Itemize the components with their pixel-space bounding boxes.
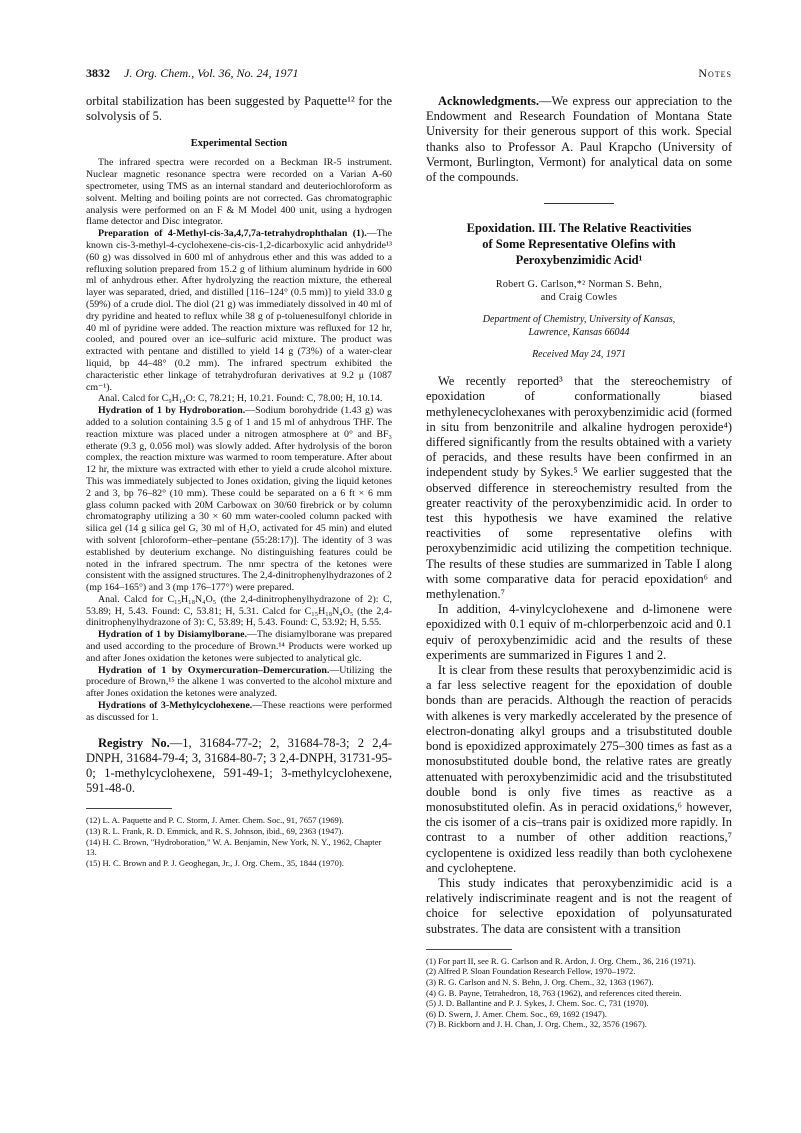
body-paragraph: This study indicates that peroxybenzimidic acid is a relatively indiscriminate reagent and is not the reagent of choice for selective epoxidation of polyunsaturated substrates. The data are consistent with a transition (426, 875, 732, 936)
journal-citation: J. Org. Chem., Vol. 36, No. 24, 1971 (124, 66, 299, 80)
article-title-line: of Some Representative Olefins with (482, 237, 676, 252)
affiliation-line: Department of Chemistry, University of Kansas, (482, 314, 676, 326)
article-title (426, 220, 732, 268)
authors-line: Robert G. Carlson,*² Norman S. Behn, (495, 279, 663, 291)
footnote: (4) G. B. Payne, Tetrahedron, 18, 763 (1962), and references cited therein. (426, 987, 682, 998)
acknowledgments-label: Acknowledgments. (438, 94, 540, 108)
registry-label: Registry No. (98, 735, 170, 750)
disiamylborane-paragraph (86, 629, 392, 664)
registry-text: —1, 31684-77-2; 2, 31684-78-3; 2 2,4-DNPH, 31684-79-4; 3, 31684-80-7; 3 2,4-DNPH, 31731-95-0; 1-methylcyclohexene, 591-49-1; 3-methylcyclohexene, 591-48-0. (86, 735, 392, 796)
article-title-line: Epoxidation. III. The Relative Reactivities (466, 221, 692, 236)
author-affiliation (426, 314, 732, 339)
hydroboration-heading: Hydration of 1 by Hydroboration. (98, 405, 246, 417)
footnote: (3) R. G. Carlson and N. S. Behn, J. Org. Chem., 32, 1363 (1967). (426, 976, 654, 987)
methylcyclohexene-heading: Hydrations of 3-Methylcyclohexene. (98, 700, 253, 712)
footnote: (5) J. D. Ballantine and P. J. Sykes, J. Chem. Soc. C, 731 (1970). (426, 998, 649, 1009)
acknowledgments-paragraph (426, 94, 732, 185)
experimental-section-title: Experimental Section (190, 138, 288, 150)
footnote: (13) R. L. Frank, R. D. Emmick, and R. S. Johnson, ibid., 69, 2363 (1947). (86, 826, 344, 837)
running-header (86, 66, 732, 82)
affiliation-line: Lawrence, Kansas 66044 (528, 326, 630, 338)
body-paragraph: We recently reported³ that the stereochemistry of epoxidation of conformationally biased methylenecyclohexanes with peroxybenzimidic acid (formed in situ from benzonitrile and alkaline hydrogen peroxide⁴) differed significantly from the results obtained with a variety of peracids, and these results have been confirmed in an independent study by Sykes.⁵ We earlier suggested that the observed difference in stereochemistry resulted from the greater reactivity of the peroxybenzimidic acid. In order to test this hypothesis we have examined the relative reactivities of some representative olefins with peroxybenzimidic acid utilizing the competition technique. The results of these studies are summarized in Table I along with some comparative data for peracid epoxidation⁶ and methylenation.⁷ (426, 374, 732, 602)
footnote: (1) For part II, see R. G. Carlson and R. Ardon, J. Org. Chem., 36, 216 (1971). (426, 955, 696, 966)
preparation-text: —The known cis-3-methyl-4-cyclohexene-cis-cis-1,2-dicarboxylic acid anhydride¹³ (60 g) was dissolved in 600 ml of anhydrous ether and this was added to a refluxing solution prepared from 15.2 g of lithium aluminum hydride in 600 ml of anhydrous ether. After hydrolyzing the reaction mixture, the ethereal layer was separated, dried, and distilled [116–124° (0.5 mm)] to yield 33.0 g (59%) of a crude diol. The diol (21 g) was immediately dissolved in 40 ml of dry pyridine and heated to reflux while 38 g of p-toluenesulfonyl chloride in 40 ml of pyridine were added. The reaction mixture was refluxed for 12 hr, cooled, and poured over an ice–sulfuric acid mixture. The product was extracted with pentane and distilled to yield 14 g (73%) of a water-clear liquid, bp 44–48° (0.2 mm). The infrared spectrum exhibited the characteristic ether linkage of tetrahydrofuran derivatives at 9.2 μ (1087 cm⁻¹). (86, 228, 392, 393)
oxymercuration-heading: Hydration of 1 by Oxymercuration–Demercuration. (98, 664, 330, 676)
footnote-rule-left (86, 808, 172, 809)
footnote: (7) B. Rickborn and J. H. Chan, J. Org. Chem., 32, 3576 (1967). (426, 1019, 647, 1030)
body-paragraph: It is clear from these results that peroxybenzimidic acid is a far less selective reagent for the epoxidation of double bonds than are peracids. Although the reaction of peracids with alkenes is very markedly accelerated by the presence of electron-donating alkyl groups and a trisubstituted double bond is epoxidized approximately 275–300 times as fast as a monosubstituted double bond, the relative rates are greatly attenuated with peroxybenzimidic acid and the trisubstituted double bond is only five times as reactive as a monosubstituted olefin. As in peracid oxidations,⁶ however, the cis isomer of a cis–trans pair is oxidized more rapidly. In contrast to a number of other addition reactions,⁷ cyclopentene is oxidized less readily than both cyclohexene and cycloheptene. (426, 663, 732, 875)
footnote: (15) H. C. Brown and P. J. Geoghegan, Jr., J. Org. Chem., 35, 1844 (1970). (86, 857, 344, 868)
methylcyclohexene-text: —These reactions were performed as discussed for 1. (86, 700, 392, 723)
footnote: (6) D. Swern, J. Amer. Chem. Soc., 69, 1692 (1947). (426, 1008, 607, 1019)
preparation-heading: Preparation of 4-Methyl-cis-3a,4,7,7a-tetrahydrophthalan (1). (98, 228, 367, 240)
article-separator (544, 203, 614, 204)
oxymercuration-paragraph (86, 665, 392, 700)
analysis-paragraph: Anal. Calcd for C₉H₁₄O: C, 78.21; H, 10.21. Found: C, 78.00; H, 10.14. (98, 393, 383, 405)
hydroboration-text: —Sodium borohydride (1.43 g) was added to a solution containing 3.5 g of 1 and 15 ml of anhydrous THF. The reaction mixture was placed under a nitrogen atmosphere at 0° and BF₃ etherate (9.3 g, 0.056 mol) was slowly added. After hydrolysis of the boron complex, the reaction mixture was warmed to room temperature. After about 12 hr, the mixture was extracted with ether to yield a crude alcohol mixture. This was immediately subjected to Jones oxidation, giving the liquid ketones 2 and 3, bp 76–82° (10 mm). These could be separated on a 6 ft × 6 mm glass column packed with 20M Carbowax on 30/60 firebrick or by column chromatography utilizing a 30 × 60 mm water-cooled column packed with silica gel (14 g silica gel G, 30 ml of H₂O, activated for 45 min) and eluted with solvent [chloroform–ether–pentane (55:28:17)]. The identity of 3 was established by deuterium exchange. No distinguishing features could be noted in the infrared spectrum. The nmr spectra of the ketones were consistent with the assigned structures. The 2,4-dinitrophenylhydrazones of 2 (mp 164–165°) and 3 (mp 176–177°) were prepared. (86, 405, 392, 594)
article-title-line: Peroxybenzimidic Acid¹ (515, 253, 643, 268)
footnote: (14) H. C. Brown, "Hydroboration," W. A. Benjamin, New York, N. Y., 1962, Chapter 13. (86, 836, 382, 858)
authors-line: and Craig Cowles (540, 292, 618, 304)
right-column (426, 94, 732, 1030)
disiamylborane-heading: Hydration of 1 by Disiamylborane. (98, 629, 247, 641)
registry-numbers (86, 736, 392, 797)
hydroboration-paragraph (86, 405, 392, 594)
preparation-paragraph (86, 228, 392, 393)
lead-paragraph: orbital stabilization has been suggested by Paquette¹² for the solvolysis of 5. (86, 94, 392, 124)
page-number: 3832 (86, 66, 110, 80)
analysis-paragraph-2: Anal. Calcd for C₁₅H₁₈N₄O₅ (the 2,4-dinitrophenylhydrazone of 2): C, 53.89; H, 5.43. Found: C, 53.81; H, 5.31. Calcd for C₁₅H₁₈N₄O₅ (the 2,4-dinitrophenylhydrazone of 3): C, 53.89; H, 5.43. Found: C, 53.92; H, 5.55. (86, 593, 392, 629)
acknowledgments-text: —We express our appreciation to the Endowment and Research Foundation of Montana State University for their generous support of this work. Special thanks also to Professor A. Paul Krapcho (University of Vermont, Burlington, Vermont) for analytical data on some of the compounds. (426, 94, 732, 185)
footnote: (12) L. A. Paquette and P. C. Storm, J. Amer. Chem. Soc., 91, 7657 (1969). (86, 815, 344, 826)
footnote: (2) Alfred P. Sloan Foundation Research Fellow, 1970–1972. (426, 966, 636, 977)
body-paragraph: In addition, 4-vinylcyclohexene and d-limonene were epoxidized with 0.1 equiv of m-chlorperbenzoic acid and 0.1 equiv of peroxybenzimidic acid and the results of these experiments are summarized in Figures 1 and 2. (426, 602, 732, 662)
experimental-paragraph: The infrared spectra were recorded on a Beckman IR-5 instrument. Nuclear magnetic resonance spectra were recorded on a Varian A-60 spectrometer, using TMS as an internal standard and deuteriochloroform as solvent. Melting and boiling points are not corrected. Gas chromatographic analysis were performed on an F & M Model 400 unit, using a hydrogen flame detector and Disc integrator. (86, 157, 392, 228)
section-label: Notes (698, 66, 732, 80)
oxymercuration-text: —Utilizing the procedure of Brown,¹⁵ the alkene 1 was converted to the alcohol mixture and after Jones oxidation the ketones were analyzed. (86, 664, 392, 700)
footnote-rule-right (426, 949, 512, 950)
methylcyclohexene-paragraph (86, 700, 392, 724)
left-column (86, 94, 392, 868)
article-authors (426, 278, 732, 304)
disiamylborane-text: —The disiamylborane was prepared and used according to the procedure of Brown.¹⁴ Products were worked up and after Jones oxidation the ketones were subjected to analytical glc. (86, 629, 392, 664)
received-date: Received May 24, 1971 (532, 349, 626, 361)
